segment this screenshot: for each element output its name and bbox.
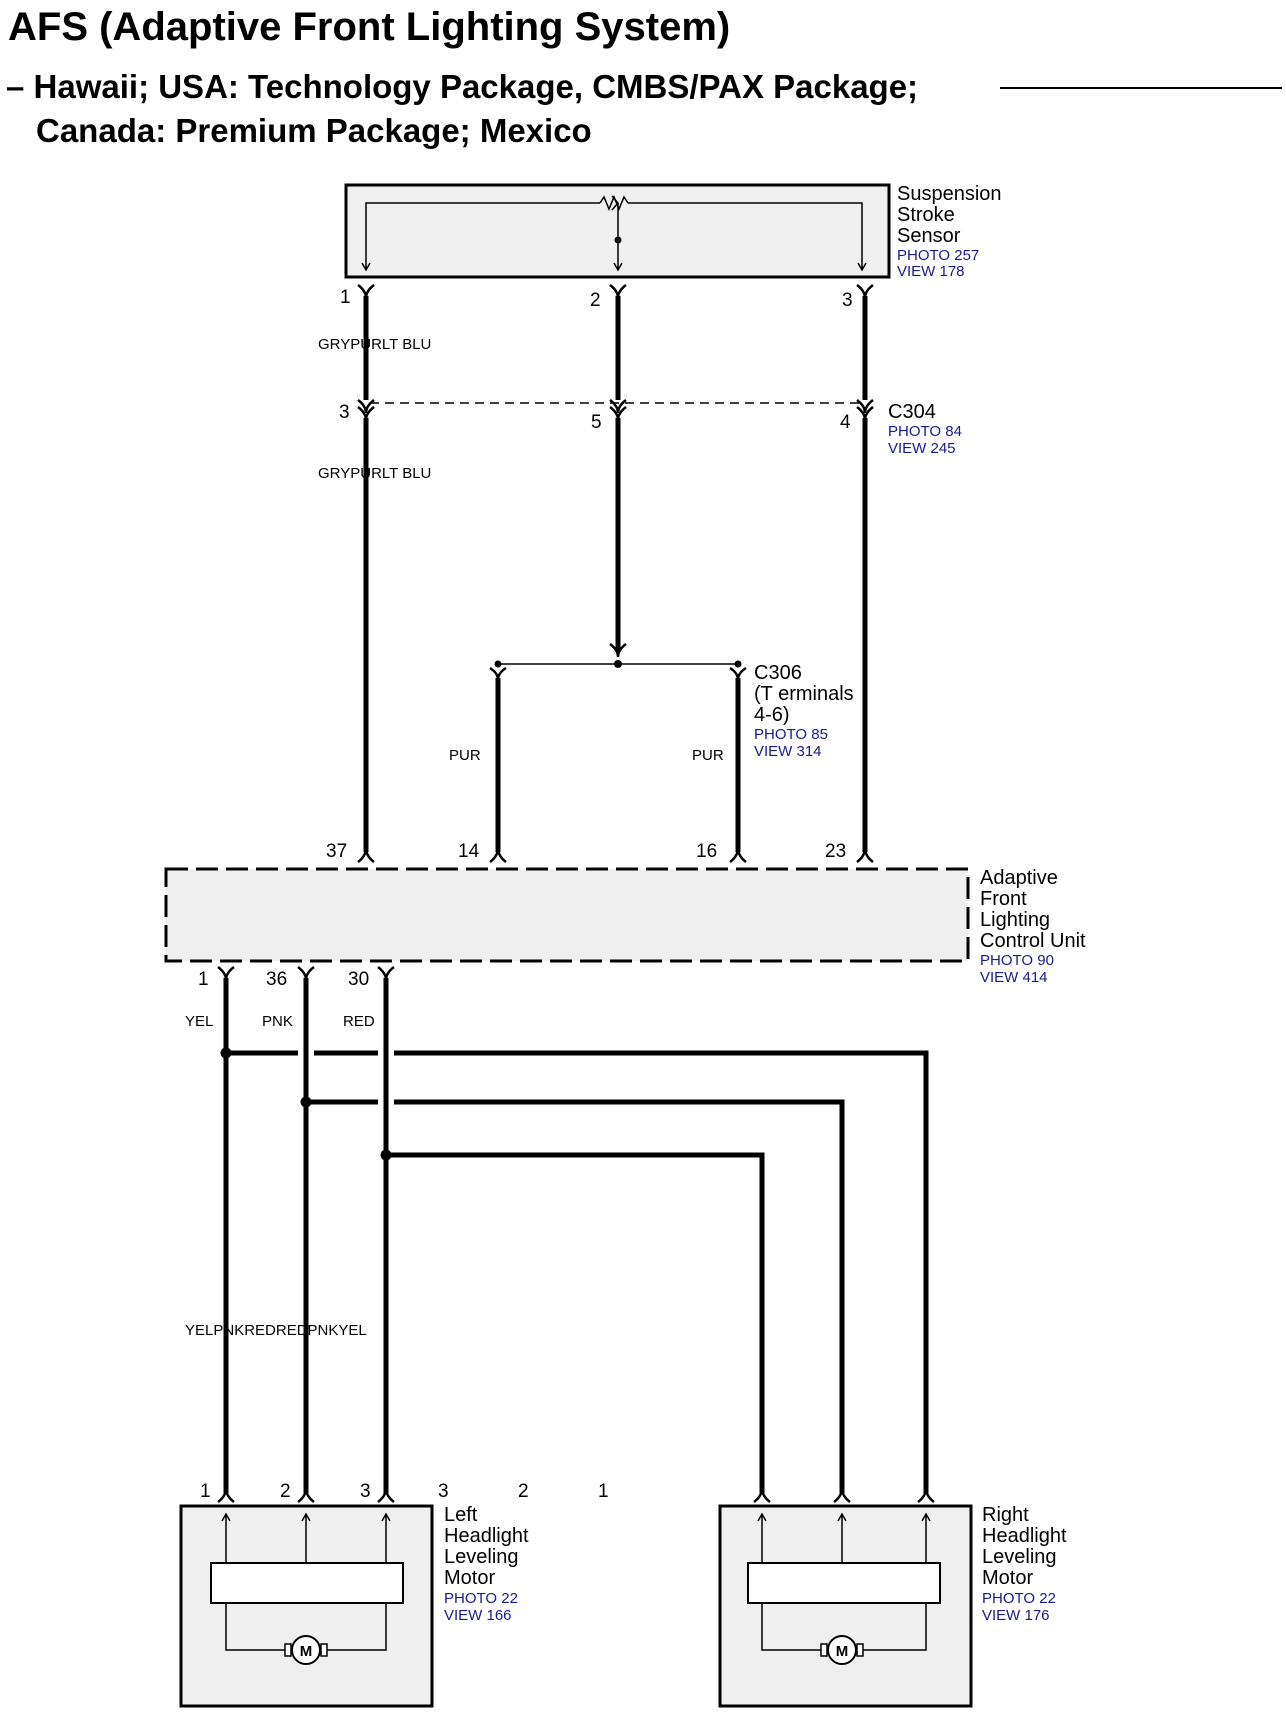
right-motor-name-line-1: Right <box>982 1504 1029 1526</box>
afs-name-line-3: Lighting <box>980 909 1051 931</box>
afs-view-link[interactable]: VIEW 414 <box>980 969 1048 986</box>
c306-name-line-2: (T erminals <box>754 683 854 705</box>
left-motor-name-line-2: Headlight <box>444 1525 529 1547</box>
wire-label-red: RED <box>343 1013 375 1030</box>
left-motor-symbol: M <box>299 1643 313 1660</box>
left-motor-name-line-4: Motor <box>444 1567 496 1589</box>
sensor-photo-link[interactable]: PHOTO 257 <box>897 247 980 264</box>
left-motor-name-line-3: Leveling <box>444 1546 519 1568</box>
afs-pin-23: 23 <box>825 841 847 862</box>
page-title: AFS (Adaptive Front Lighting System) <box>8 5 731 49</box>
sensor-pin-1: 1 <box>340 287 351 308</box>
c304-name: C304 <box>888 401 936 423</box>
wire-label-pur-right: PUR <box>692 747 724 764</box>
c304-pin-3: 3 <box>339 402 350 423</box>
afs-name-line-4: Control Unit <box>980 930 1086 952</box>
c306-name-line-1: C306 <box>754 662 802 684</box>
wire-red-right-motor <box>386 1155 762 1494</box>
page-subtitle-line-1: – Hawaii; USA: Technology Package, CMBS/PAX Package; <box>6 68 919 105</box>
wire-label-pur-left: PUR <box>449 747 481 764</box>
splice-red <box>381 1150 392 1161</box>
right-motor-name-line-3: Leveling <box>982 1546 1057 1568</box>
sensor-name-line-2: Stroke <box>897 204 955 226</box>
wire-yel-right-motor-c <box>394 1053 926 1494</box>
c304-connector <box>358 400 873 420</box>
right-motor-name-line-4: Motor <box>982 1567 1034 1589</box>
sensor-pin-2: 2 <box>590 290 601 311</box>
splice-yel <box>221 1048 232 1059</box>
c306-photo-link[interactable]: PHOTO 85 <box>754 726 828 743</box>
afs-pin-30: 30 <box>348 969 370 990</box>
c304-pin-4: 4 <box>840 412 851 433</box>
afs-name-line-1: Adaptive <box>980 867 1058 889</box>
c304-view-link[interactable]: VIEW 245 <box>888 440 956 457</box>
wire-label-pnk: PNK <box>262 1013 293 1030</box>
afs-photo-link[interactable]: PHOTO 90 <box>980 952 1054 969</box>
wire-pnk-right-motor-b <box>394 1102 842 1494</box>
wire-label-yel: YEL <box>185 1013 214 1030</box>
wire-label-middle: GRYPURLT BLU <box>318 465 432 482</box>
c304-photo-link[interactable]: PHOTO 84 <box>888 423 962 440</box>
sensor-name-line-3: Sensor <box>897 225 961 247</box>
right-motor-name-line-2: Headlight <box>982 1525 1067 1547</box>
extra-pin-1: 1 <box>598 1481 609 1502</box>
c306-view-link[interactable]: VIEW 314 <box>754 743 822 760</box>
sensor-pin-3: 3 <box>842 290 853 311</box>
left-motor-pin-1: 1 <box>200 1481 211 1502</box>
left-motor-pin-2: 2 <box>280 1481 291 1502</box>
c306-name-line-3: 4-6) <box>754 704 790 726</box>
right-motor-view-link[interactable]: VIEW 176 <box>982 1607 1050 1624</box>
right-motor-symbol: M <box>835 1643 849 1660</box>
left-motor-pin-3: 3 <box>360 1481 371 1502</box>
c304-pin-5: 5 <box>591 412 602 433</box>
afs-pin-14: 14 <box>458 841 480 862</box>
wire-label-lower: YELPNKREDREDPNKYEL <box>185 1322 367 1339</box>
left-headlight-leveling-motor <box>181 1506 432 1706</box>
splice-pnk <box>301 1097 312 1108</box>
afs-pin-37: 37 <box>326 841 348 862</box>
afs-control-unit <box>166 869 968 961</box>
wire-label-upper: GRYPURLT BLU <box>318 336 432 353</box>
suspension-stroke-sensor <box>346 185 889 277</box>
afs-pin-16: 16 <box>696 841 718 862</box>
afs-pin-1: 1 <box>198 969 209 990</box>
page-subtitle-line-2: Canada: Premium Package; Mexico <box>36 112 592 149</box>
extra-pin-3: 3 <box>438 1481 449 1502</box>
right-headlight-leveling-motor <box>720 1506 971 1706</box>
extra-pin-2: 2 <box>518 1481 529 1502</box>
left-motor-view-link[interactable]: VIEW 166 <box>444 1607 512 1624</box>
right-motor-photo-link[interactable]: PHOTO 22 <box>982 1590 1056 1607</box>
left-motor-name-line-1: Left <box>444 1504 478 1526</box>
sensor-name-line-1: Suspension <box>897 183 1002 205</box>
left-motor-photo-link[interactable]: PHOTO 22 <box>444 1590 518 1607</box>
afs-pin-36: 36 <box>266 969 288 990</box>
afs-name-line-2: Front <box>980 888 1027 910</box>
sensor-view-link[interactable]: VIEW 178 <box>897 263 965 280</box>
